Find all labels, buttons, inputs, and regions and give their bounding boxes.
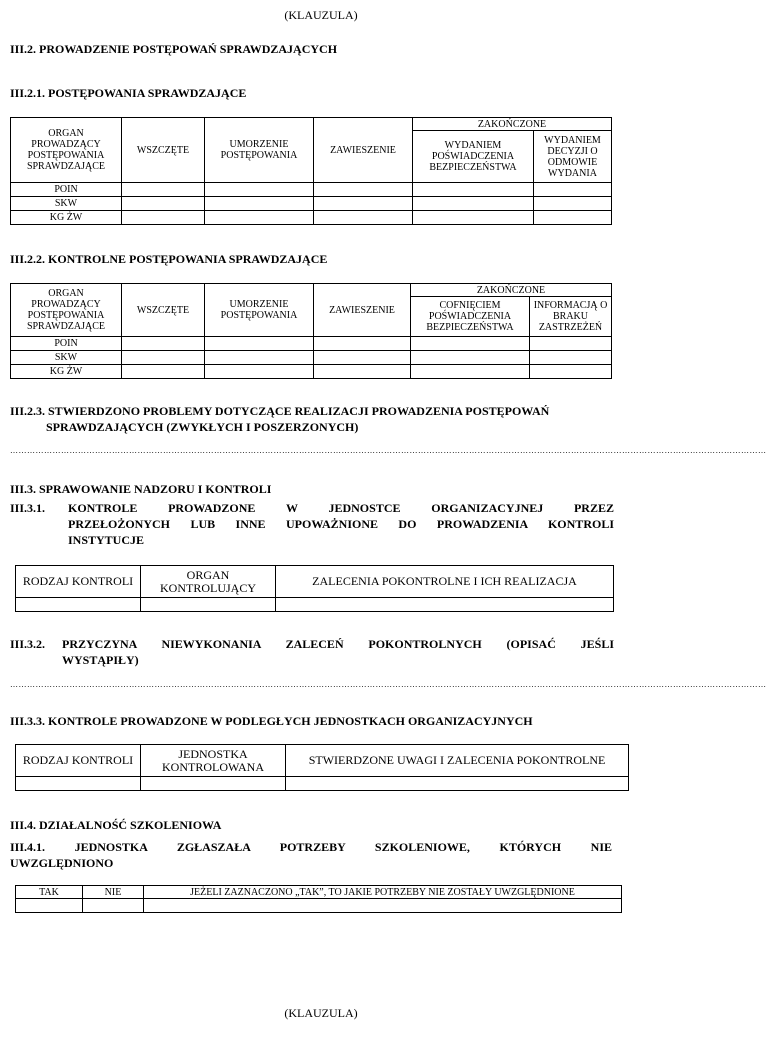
cell[interactable] (16, 598, 141, 612)
cell[interactable] (530, 337, 612, 351)
table-row (11, 337, 612, 351)
th-zawieszenie: ZAWIESZENIE (314, 118, 413, 183)
th-organ: ORGAN KONTROLUJĄCY (141, 566, 276, 598)
cell[interactable] (314, 183, 413, 197)
th-organ: ORGAN PROWADZĄCY POSTĘPOWANIA SPRAWDZAJĄCE (11, 118, 122, 183)
th-rodzaj: RODZAJ KONTROLI (16, 745, 141, 777)
cell[interactable] (314, 197, 413, 211)
table-iii41 (15, 885, 622, 913)
section-iii21-title: III.2.1. POSTĘPOWANIA SPRAWDZAJĄCE (10, 86, 247, 100)
cell[interactable] (314, 351, 411, 365)
section-iii31-line3: INSTYTUCJE (68, 533, 145, 547)
cell[interactable] (122, 183, 205, 197)
th-zakonczone: ZAKOŃCZONE (411, 284, 612, 297)
row-label: KG ŻW (11, 365, 122, 379)
cell[interactable] (205, 365, 314, 379)
th-wszczete: WSZCZĘTE (122, 118, 205, 183)
th-sub1: COFNIĘCIEM POŚWIADCZENIA BEZPIECZEŃSTWA (411, 297, 530, 337)
cell[interactable] (122, 337, 205, 351)
th-sub2: WYDANIEM DECYZJI O ODMOWIE WYDANIA (534, 131, 612, 183)
table-row (16, 598, 614, 612)
th-nie: NIE (83, 886, 144, 899)
cell[interactable] (16, 899, 83, 913)
cell[interactable] (413, 211, 534, 225)
cell[interactable] (534, 197, 612, 211)
cell[interactable] (411, 351, 530, 365)
section-iii23-line1: III.2.3. STWIERDZONO PROBLEMY DOTYCZĄCE REALIZACJI PROWADZENIA POSTĘPOWAŃ (10, 404, 550, 418)
answer-dots-iii32[interactable]: …………………………………………………………………………………………………………………………………………………………………………………………………………………………………………… (10, 680, 767, 689)
th-tak: TAK (16, 886, 83, 899)
cell[interactable] (122, 211, 205, 225)
table-iii21 (10, 117, 612, 225)
cell[interactable] (534, 211, 612, 225)
table-row (16, 899, 622, 913)
cell[interactable] (144, 899, 622, 913)
section-iii31-line1: KONTROLE PROWADZONE W JEDNOSTCE ORGANIZACYJNEJ PRZEZ (68, 501, 614, 515)
table-row (11, 197, 612, 211)
th-umorzenie: UMORZENIE POSTĘPOWANIA (205, 284, 314, 337)
cell[interactable] (314, 211, 413, 225)
table-iii31 (15, 565, 614, 612)
cell[interactable] (205, 211, 314, 225)
table-row (11, 365, 612, 379)
section-iii33-title: III.3.3. KONTROLE PROWADZONE W PODLEGŁYCH JEDNOSTKACH ORGANIZACYJNYCH (10, 714, 533, 728)
th-wszczete: WSZCZĘTE (122, 284, 205, 337)
th-rodzaj: RODZAJ KONTROLI (16, 566, 141, 598)
table-row (11, 211, 612, 225)
th-zawieszenie: ZAWIESZENIE (314, 284, 411, 337)
cell[interactable] (205, 183, 314, 197)
table-row (11, 183, 612, 197)
section-iii32-number: III.3.2. (10, 637, 46, 651)
cell[interactable] (314, 337, 411, 351)
section-iii2-title: III.2. PROWADZENIE POSTĘPOWAŃ SPRAWDZAJĄCYCH (10, 42, 338, 56)
cell[interactable] (205, 337, 314, 351)
cell[interactable] (16, 777, 141, 791)
row-label: POIN (11, 337, 122, 351)
row-label: SKW (11, 197, 122, 211)
cell[interactable] (122, 351, 205, 365)
cell[interactable] (205, 351, 314, 365)
cell[interactable] (411, 365, 530, 379)
cell[interactable] (83, 899, 144, 913)
cell[interactable] (122, 365, 205, 379)
section-iii22-title: III.2.2. KONTROLNE POSTĘPOWANIA SPRAWDZAJĄCE (10, 252, 328, 266)
th-zalecenia: ZALECENIA POKONTROLNE I ICH REALIZACJA (276, 566, 614, 598)
table-iii22 (10, 283, 612, 379)
section-iii23-line2: SPRAWDZAJĄCYCH (ZWYKŁYCH I POSZERZONYCH) (46, 420, 359, 434)
cell[interactable] (286, 777, 629, 791)
cell[interactable] (141, 777, 286, 791)
section-iii41-line1: III.4.1. JEDNOSTKA ZGŁASZAŁA POTRZEBY SZKOLENIOWE, KTÓRYCH NIE (10, 840, 612, 854)
cell[interactable] (141, 598, 276, 612)
cell[interactable] (276, 598, 614, 612)
cell[interactable] (314, 365, 411, 379)
section-iii32-line2: WYSTĄPIŁY) (62, 653, 139, 667)
cell[interactable] (530, 365, 612, 379)
table-row (16, 777, 629, 791)
th-umorzenie: UMORZENIE POSTĘPOWANIA (205, 118, 314, 183)
cell[interactable] (122, 197, 205, 211)
table-iii33 (15, 744, 629, 791)
row-label: KG ŻW (11, 211, 122, 225)
th-sub2: INFORMACJĄ O BRAKU ZASTRZEŻEŃ (530, 297, 612, 337)
section-iii31-number: III.3.1. (10, 501, 46, 515)
section-iii3-title: III.3. SPRAWOWANIE NADZORU I KONTROLI (10, 482, 272, 496)
row-label: POIN (11, 183, 122, 197)
cell[interactable] (413, 197, 534, 211)
answer-dots-iii23[interactable]: …………………………………………………………………………………………………………………………………………………………………………………………………………………………………………… (10, 446, 767, 455)
th-jednostka: JEDNOSTKA KONTROLOWANA (141, 745, 286, 777)
cell[interactable] (205, 197, 314, 211)
cell[interactable] (411, 337, 530, 351)
th-uwagi: STWIERDZONE UWAGI I ZALECENIA POKONTROLNE (286, 745, 629, 777)
th-sub1: WYDANIEM POŚWIADCZENIA BEZPIECZEŃSTWA (413, 131, 534, 183)
cell[interactable] (530, 351, 612, 365)
section-iii31-line2: PRZEŁOŻONYCH LUB INNE UPOWAŻNIONE DO PROWADZENIA KONTROLI (68, 517, 614, 531)
header-clause: (KLAUZULA) (284, 8, 358, 22)
section-iii32-line1: PRZYCZYNA NIEWYKONANIA ZALECEŃ POKONTROLNYCH (OPISAĆ JEŚLI (62, 637, 614, 651)
row-label: SKW (11, 351, 122, 365)
section-iii41-line2: UWZGLĘDNIONO (10, 856, 114, 870)
th-organ: ORGAN PROWADZĄCY POSTĘPOWANIA SPRAWDZAJĄCE (11, 284, 122, 337)
table-row (11, 351, 612, 365)
footer-clause: (KLAUZULA) (284, 1006, 358, 1020)
section-iii4-title: III.4. DZIAŁALNOŚĆ SZKOLENIOWA (10, 818, 222, 832)
th-zakonczone: ZAKOŃCZONE (413, 118, 612, 131)
th-jezeli: JEŻELI ZAZNACZONO „TAK”, TO JAKIE POTRZEBY NIE ZOSTAŁY UWZGLĘDNIONE (144, 886, 622, 899)
cell[interactable] (413, 183, 534, 197)
cell[interactable] (534, 183, 612, 197)
